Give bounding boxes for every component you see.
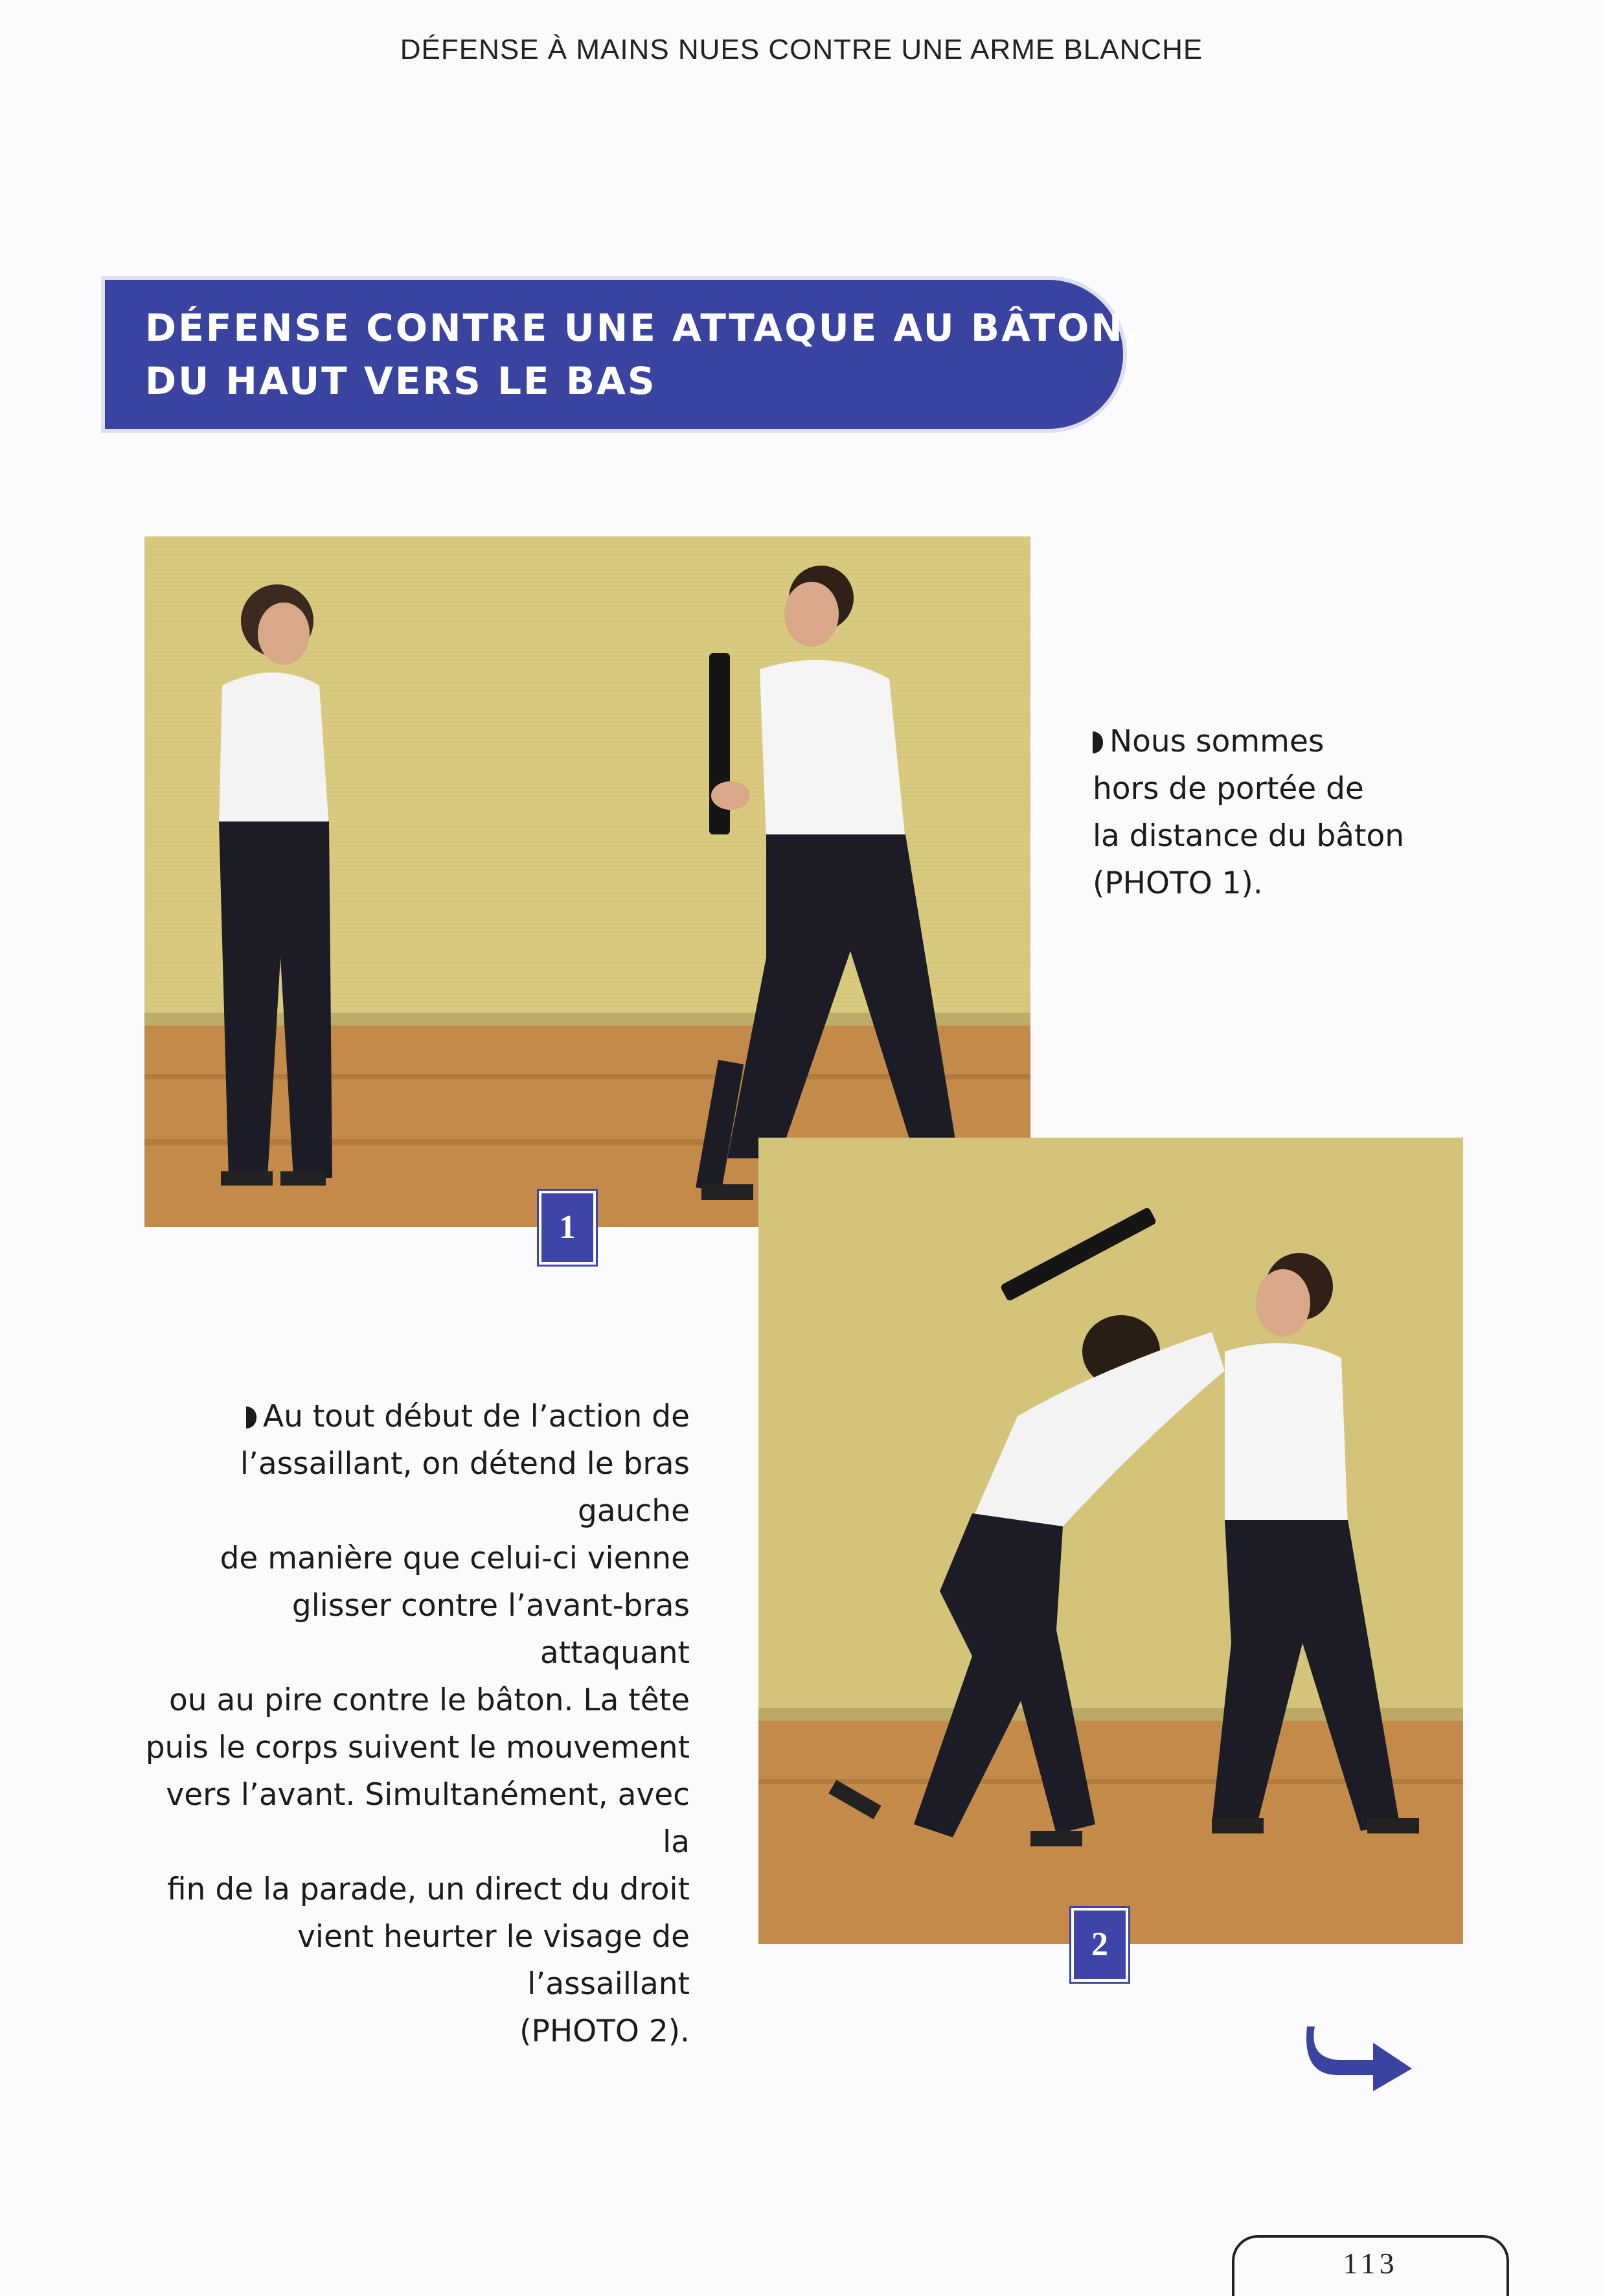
caption-1-line: la distance du bâton (1093, 818, 1405, 854)
next-page-arrow-icon[interactable] (1302, 2014, 1418, 2091)
photo-1 (144, 536, 1030, 1227)
caption-2-line: puis le corps suivent le mouvement (145, 1730, 690, 1765)
caption-1-line: (PHOTO 1). (1093, 866, 1263, 901)
caption-photo-2 (142, 1393, 690, 2055)
caption-2-line: de manière que celui-ci vienne (220, 1541, 690, 1576)
photo-1-illustration (144, 536, 1030, 1227)
caption-1-line: Nous sommes (1109, 724, 1324, 759)
caption-photo-1 (1093, 718, 1455, 907)
caption-2-line: vers l’avant. Simultanément, avec la (166, 1777, 690, 1860)
caption-2-line: vient heurter le visage de l’assaillant (297, 1919, 690, 2002)
section-title-line-2: DU HAUT VERS LE BAS (145, 359, 657, 403)
bullet-icon (246, 1406, 256, 1429)
caption-2-line: glisser contre l’avant-bras attaquant (291, 1588, 690, 1671)
section-title-line-1: DÉFENSE CONTRE UNE ATTAQUE AU BÂTON, (145, 306, 1141, 350)
section-title-banner (105, 280, 1141, 429)
photo-2 (758, 1138, 1463, 1944)
caption-1-line: hors de portée de (1093, 771, 1364, 807)
page-number: 113 (1232, 2235, 1509, 2296)
caption-2-line: Au tout début de l’action de (262, 1399, 690, 1434)
caption-2-line: ou au pire contre le bâton. La tête (168, 1682, 690, 1718)
photo-1-number: 1 (539, 1191, 596, 1265)
bullet-icon (1093, 731, 1103, 753)
caption-2-line: l’assaillant, on détend le bras gauche (240, 1446, 690, 1529)
caption-2-line: (PHOTO 2). (519, 2014, 690, 2049)
photo-2-number: 2 (1071, 1908, 1128, 1982)
running-header: DÉFENSE À MAINS NUES CONTRE UNE ARME BLANCHE (400, 34, 1203, 65)
caption-2-line: fin de la parade, un direct du droit (167, 1872, 690, 1907)
photo-2-illustration (758, 1138, 1463, 1944)
